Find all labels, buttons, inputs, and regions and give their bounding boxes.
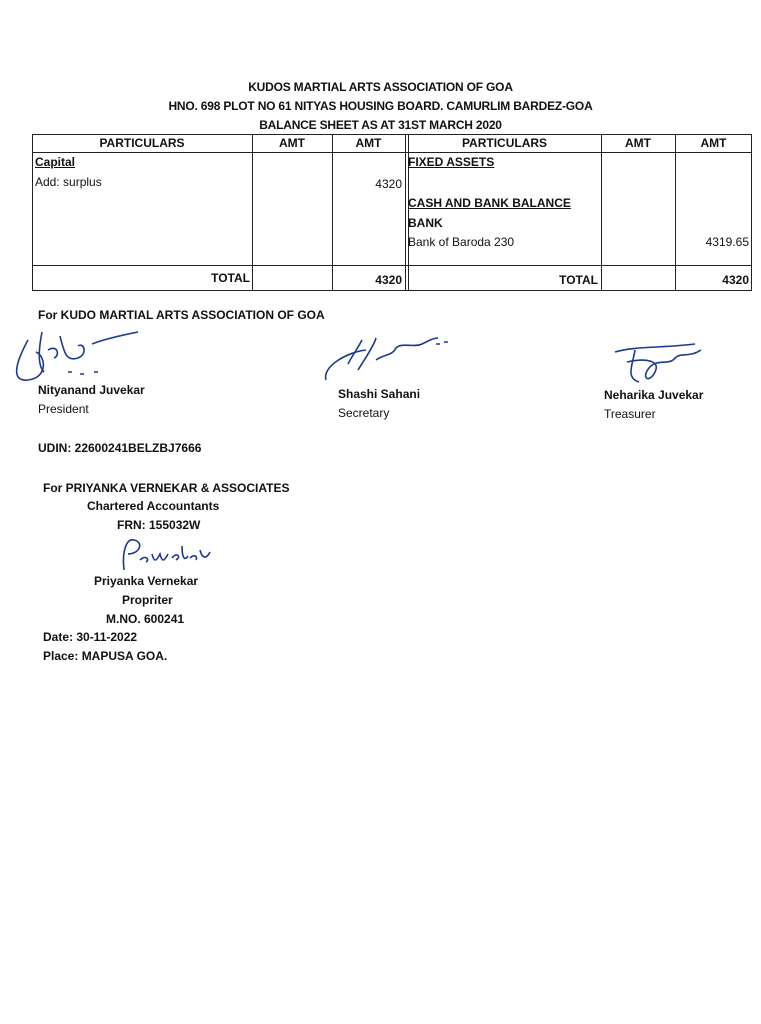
fixed-assets-label: FIXED ASSETS: [408, 155, 495, 169]
right-particulars-header: PARTICULARS: [461, 136, 548, 150]
auditor-membership: M.NO. 600241: [106, 612, 185, 626]
treasurer-role: Treasurer: [604, 407, 656, 421]
cash-bank-label: CASH AND BANK BALANCE: [408, 196, 571, 210]
treasurer-name: Neharika Juvekar: [604, 388, 704, 402]
surplus-label: Add: surplus: [35, 175, 102, 189]
org-address: HNO. 698 PLOT NO 61 NITYAS HOUSING BOARD. CAMURLIM BARDEZ-GOA: [168, 99, 593, 113]
auditor-for-line: For PRIYANKA VERNEKAR & ASSOCIATES: [43, 481, 290, 495]
bank-label: BANK: [408, 216, 443, 230]
col-divider-mid: [405, 134, 406, 291]
auditor-firm-type: Chartered Accountants: [87, 499, 220, 513]
right-amt2-header: AMT: [700, 136, 727, 150]
udin: UDIN: 22600241BELZBJ7666: [38, 441, 202, 455]
table-border-bottom: [32, 290, 752, 291]
auditor-place: Place: MAPUSA GOA.: [43, 649, 168, 663]
auditor-role: Propriter: [122, 593, 173, 607]
right-total-amount: 4320: [722, 273, 749, 287]
right-total-label: TOTAL: [559, 273, 598, 287]
auditor-date: Date: 30-11-2022: [43, 630, 138, 644]
bank-item: Bank of Baroda 230: [408, 235, 515, 249]
left-amt1-header: AMT: [279, 136, 305, 150]
right-amt1-header: AMT: [625, 136, 651, 150]
table-border-left: [32, 134, 33, 291]
auditor-frn: FRN: 155032W: [117, 518, 201, 532]
table-border-top: [32, 134, 752, 135]
sheet-title: BALANCE SHEET AS AT 31ST MARCH 2020: [259, 118, 502, 132]
surplus-amount: 4320: [375, 177, 402, 191]
col-divider-2: [332, 134, 333, 291]
left-particulars-header: PARTICULARS: [99, 136, 185, 150]
auditor-signature: [116, 532, 216, 574]
secretary-name: Shashi Sahani: [338, 387, 421, 401]
total-row-divider-right: [406, 265, 752, 266]
secretary-role: Secretary: [338, 406, 390, 420]
left-amt2-header: AMT: [355, 136, 382, 150]
col-divider-1: [252, 134, 253, 291]
balance-sheet-table: [32, 134, 752, 292]
header-row-divider: [32, 152, 752, 153]
auditor-name: Priyanka Vernekar: [94, 574, 199, 588]
bank-amount: 4319.65: [705, 235, 749, 249]
capital-label: Capital: [35, 155, 76, 169]
association-signoff: For KUDO MARTIAL ARTS ASSOCIATION OF GOA: [38, 308, 325, 322]
col-divider-5: [675, 134, 676, 291]
left-total-amount: 4320: [375, 273, 402, 287]
total-row-divider-left: [32, 265, 406, 266]
org-name: KUDOS MARTIAL ARTS ASSOCIATION OF GOA: [248, 80, 513, 94]
president-role: President: [38, 402, 89, 416]
left-total-label: TOTAL: [211, 271, 250, 285]
table-border-right: [751, 134, 752, 291]
secretary-signature: [318, 330, 458, 390]
president-signature: [8, 322, 168, 392]
president-name: Nityanand Juvekar: [38, 383, 145, 397]
col-divider-4: [601, 134, 602, 291]
